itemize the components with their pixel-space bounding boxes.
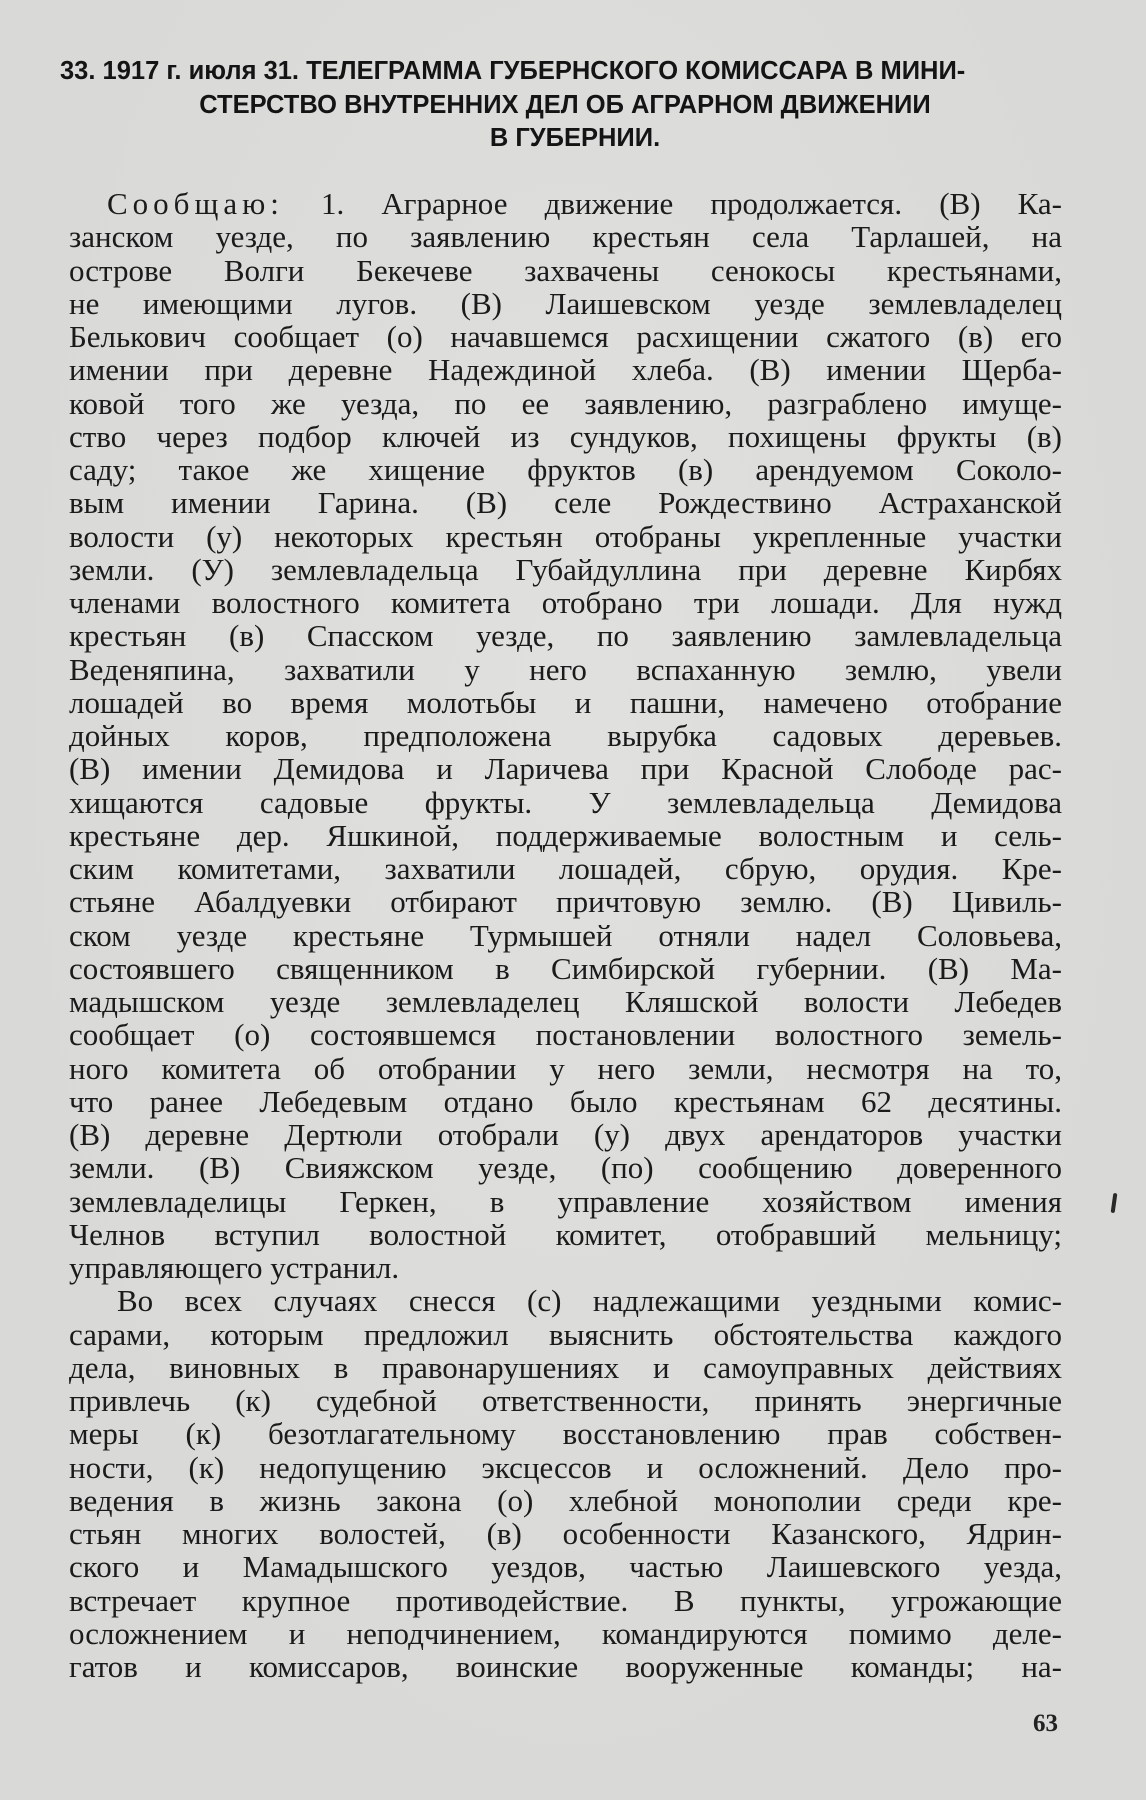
body-line: стьян многих волостей, (в) особенности Казанского, Ядрин- xyxy=(69,1516,1062,1551)
body-line: сарами, которым предложил выяснить обстоятельства каждого xyxy=(69,1316,1062,1352)
body-line: сообщает (о) состоявшемся постановлении волостного земель- xyxy=(69,1017,1062,1053)
body-line: ковой того же уезда, по ее заявлению, разграблено имуще- xyxy=(69,385,1062,421)
heading-line-2: СТЕРСТВО ВНУТРЕННИХ ДЕЛ ОБ АГРАРНОМ ДВИЖЕНИИ xyxy=(199,90,931,119)
body-line: имении при деревне Надеждиной хлеба. (В) имении Щерба- xyxy=(69,352,1062,388)
body-line: управляющего устранил. xyxy=(69,1250,400,1285)
margin-mark xyxy=(1111,1193,1118,1213)
body-line: мадышском уезде землевладелец Кляшской волости Лебедев xyxy=(69,984,1062,1019)
heading-line-3: В ГУБЕРНИИ. xyxy=(489,124,661,152)
opening-word: Сообщаю: xyxy=(107,186,284,221)
body-line: саду; такое же хищение фруктов (в) арендуемом Соколо- xyxy=(69,452,1062,487)
body-line: земли. (В) Свияжском уезде, (по) сообщению доверенного xyxy=(69,1150,1062,1186)
body-line: не имеющими лугов. (В) Лаишевском уезде землевладелец xyxy=(69,285,1062,321)
body-line: волости (у) некоторых крестьян отобраны укрепленные участки xyxy=(69,518,1062,554)
body-line: гатов и комиссаров, воинские вооруженные команды; на- xyxy=(69,1649,1062,1684)
telegram-body xyxy=(69,187,1062,1683)
body-line: (В) деревне Дертюли отобрали (у) двух арендаторов участки xyxy=(69,1117,1062,1152)
body-line: встречает крупное противодействие. В пункты, угрожающие xyxy=(69,1582,1062,1618)
body-line: Веденяпина, захватили у него вспаханную землю, увели xyxy=(69,651,1062,687)
heading-line-1: 33. 1917 г. июля 31. ТЕЛЕГРАММА ГУБЕРНСКОГО КОМИССАРА В МИНИ- xyxy=(60,57,966,85)
body-line: привлечь (к) судебной ответственности, принять энергичные xyxy=(69,1383,1062,1418)
body-line: занском уезде, по заявлению крестьян села Тарлашей, на xyxy=(69,219,1062,255)
body-line: ство через подбор ключей из сундуков, похищены фрукты (в) xyxy=(69,418,1062,454)
body-line: что ранее Лебедевым отдано было крестьянам 62 десятины. xyxy=(69,1083,1062,1119)
body-line: состоявшего священником в Симбирской губернии. (В) Ма- xyxy=(69,950,1062,986)
body-line: членами волостного комитета отобрано три лошади. Для нужд xyxy=(69,585,1062,620)
body-line: Во всех случаях снесся (с) надлежащими уездными комис- xyxy=(117,1283,1062,1319)
body-line: крестьяне дер. Яшкиной, поддерживаемые волостным и сель- xyxy=(69,817,1062,853)
body-line: хищаются садовые фрукты. У землевладельца Демидова xyxy=(69,784,1062,820)
body-line: меры (к) безотлагательному восстановлению прав собствен- xyxy=(69,1416,1062,1452)
body-line: крестьян (в) Спасском уезде, по заявлению замлевладельца xyxy=(69,618,1062,654)
body-line: осложнением и неподчинением, командируются помимо деле- xyxy=(69,1615,1062,1651)
body-line: ском уезде крестьяне Турмышей отняли надел Соловьева, xyxy=(69,917,1062,953)
body-line: ведения в жизнь закона (о) хлебной монополии среди кре- xyxy=(69,1482,1062,1518)
body-line: дела, виновных в правонарушениях и самоуправных действиях xyxy=(69,1349,1062,1385)
body-line: ного комитета об отобрании у него земли, несмотря на то, xyxy=(69,1050,1062,1086)
body-line: землевладелицы Геркен, в управление хозяйством имения xyxy=(69,1183,1062,1219)
body-line: (В) имении Демидова и Ларичева при Красной Слободе рас- xyxy=(69,751,1062,787)
body-line: стьяне Абалдуевки отбирают причтовую землю. (В) Цивиль- xyxy=(69,884,1062,920)
body-line: ским комитетами, захватили лошадей, сбрую, орудия. Кре- xyxy=(69,851,1062,886)
body-line: Белькович сообщает (о) начавшемся расхищении сжатого (в) его xyxy=(69,319,1062,354)
body-line: вым имении Гарина. (В) селе Рождествино Астраханской xyxy=(69,485,1062,521)
body-line: земли. (У) землевладельца Губайдуллина при деревне Кирбях xyxy=(69,551,1062,587)
body-line: дойных коров, предположена вырубка садовых деревьев. xyxy=(69,718,1062,753)
document-heading xyxy=(60,55,1100,156)
page-number: 63 xyxy=(1033,1710,1058,1737)
body-line: ности, (к) недопущению эксцессов и осложнений. Дело про- xyxy=(69,1449,1062,1485)
body-line: Челнов вступил волостной комитет, отобравший мельницу; xyxy=(69,1216,1062,1252)
body-line: острове Волги Бекечеве захвачены сенокосы крестьянами, xyxy=(69,252,1062,288)
first-line-rest: 1. Аграрное движение продолжается. (В) Ка- xyxy=(320,186,1062,221)
body-line: ского и Мамадышского уездов, частью Лаишевского уезда, xyxy=(69,1549,1062,1585)
body-line: лошадей во время молотьбы и пашни, намечено отобрание xyxy=(69,684,1062,720)
body-line-first xyxy=(69,187,1062,220)
